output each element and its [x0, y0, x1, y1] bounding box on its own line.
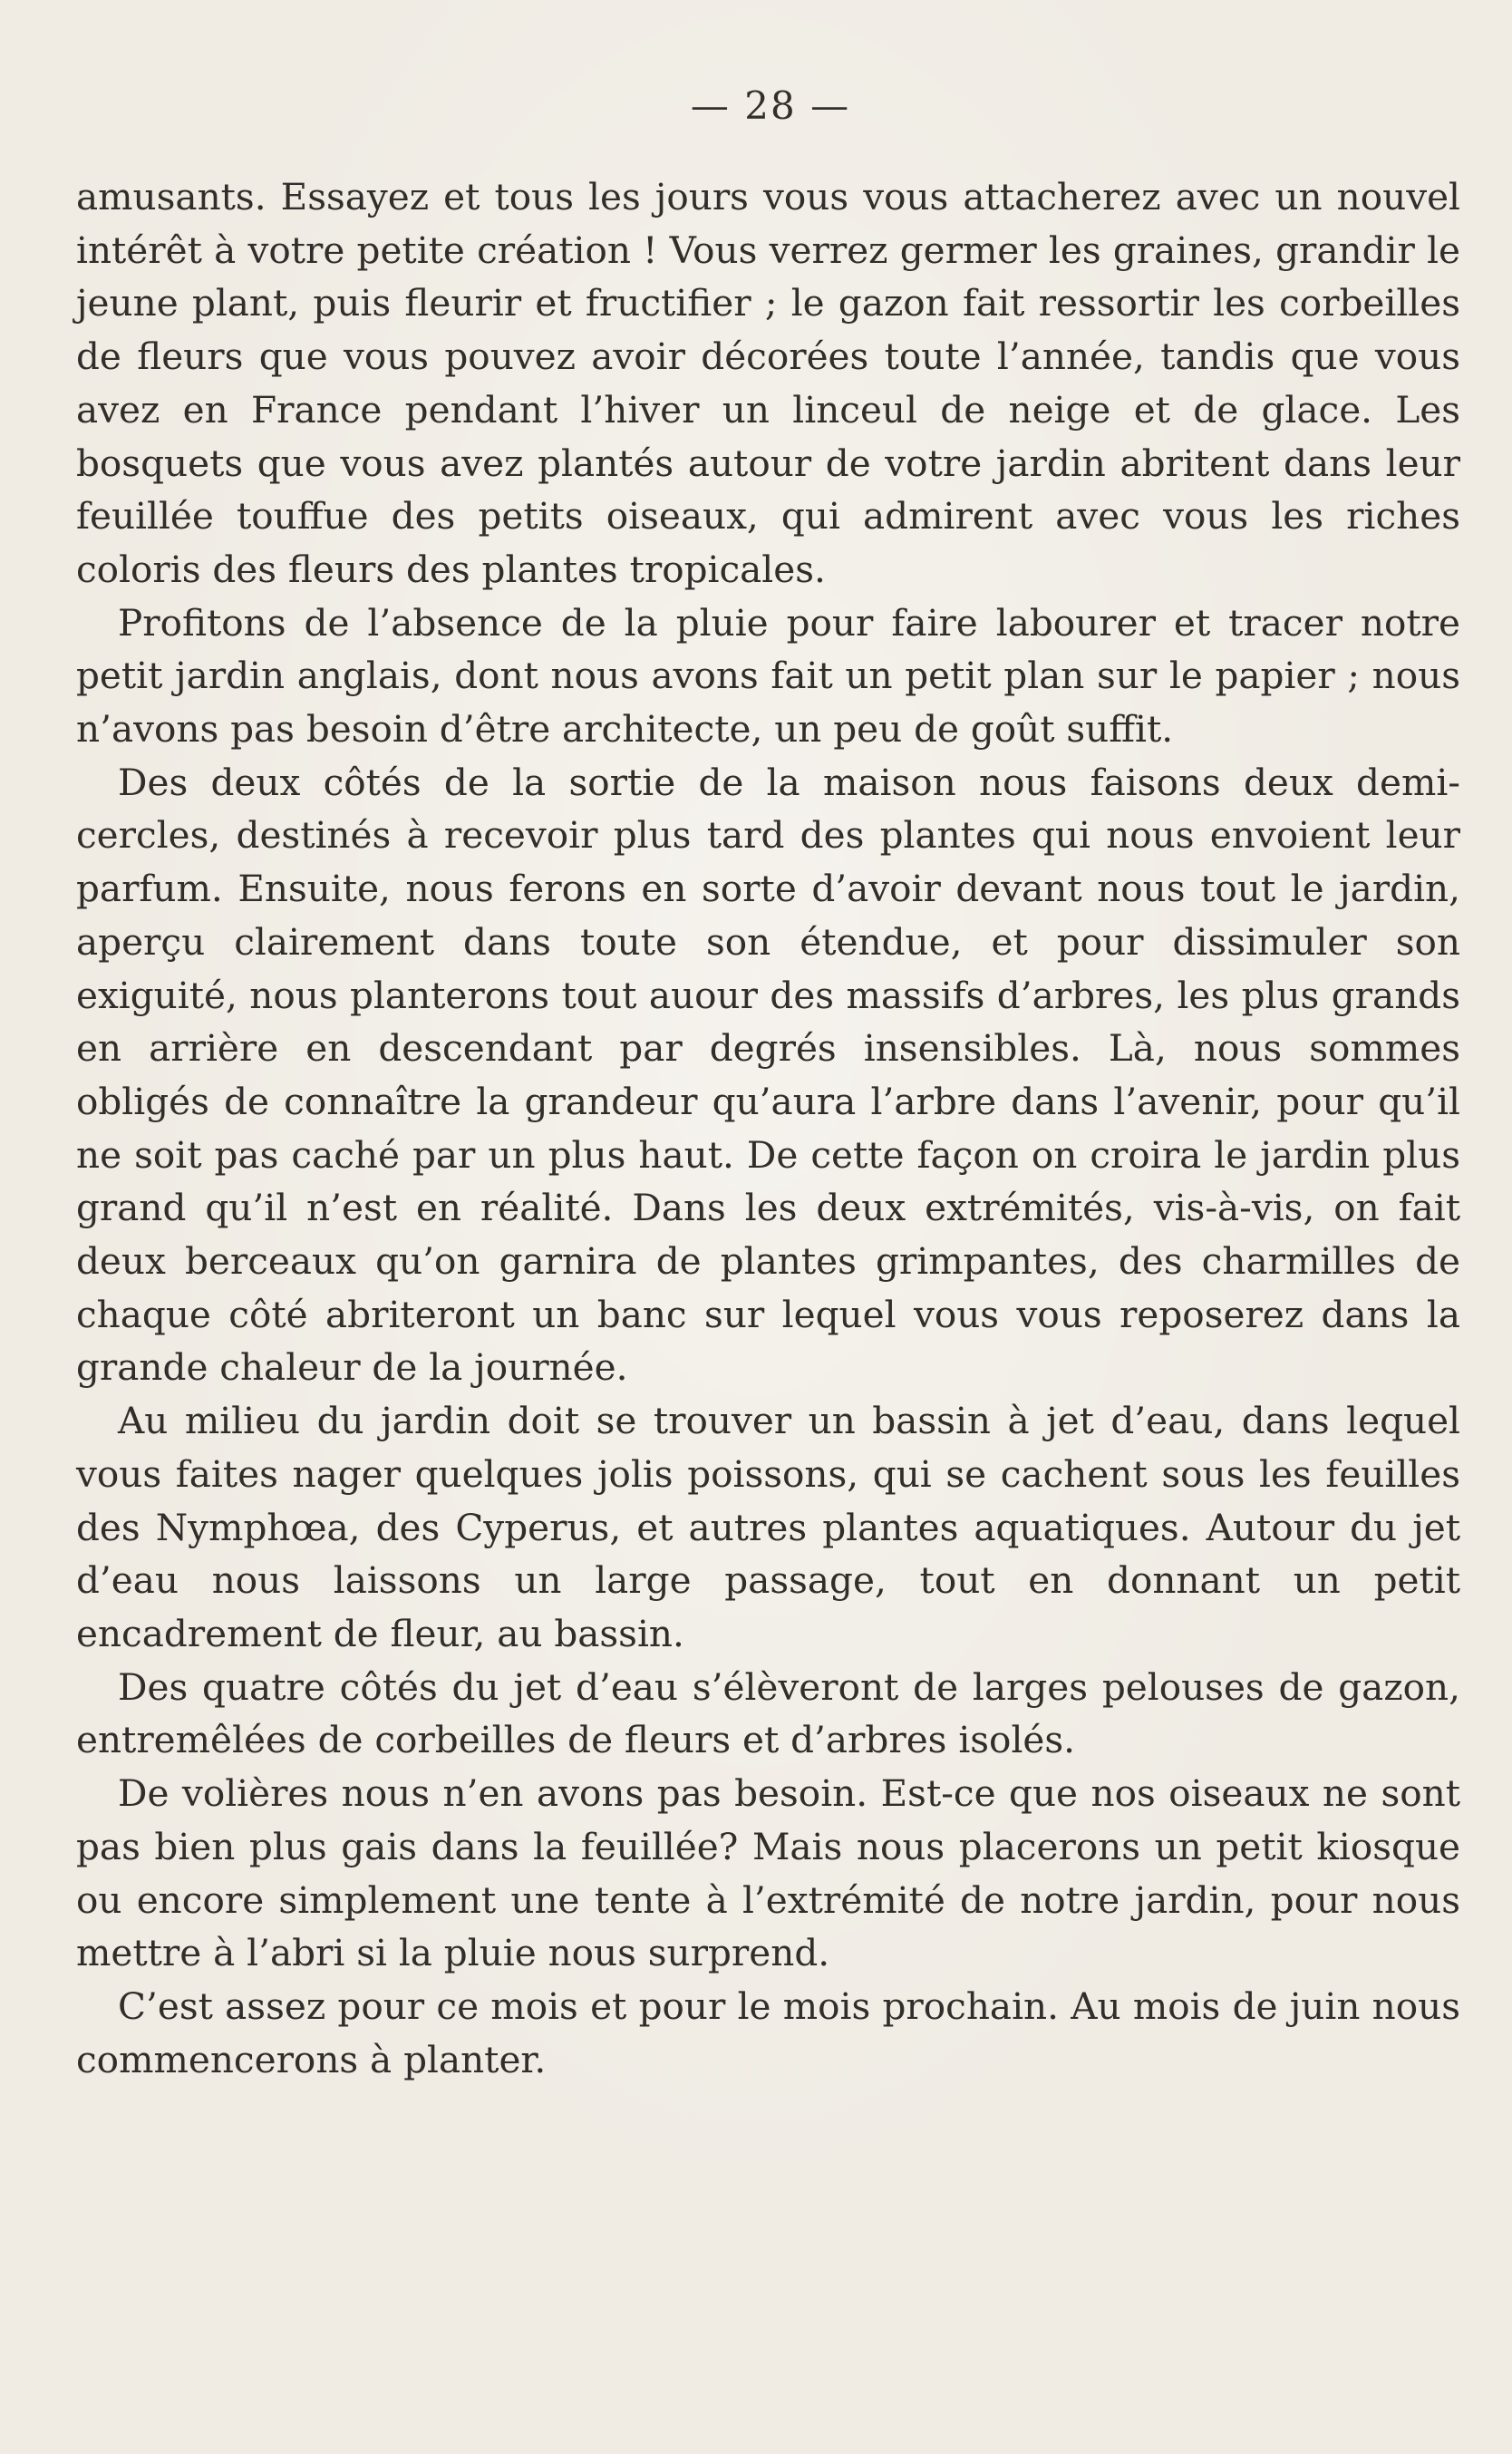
paragraph-continuation: amusants. Essayez et tous les jours vous vous attacherez avec un nouvel intérêt à votre petite création ! Vous verrez germer les graines, grandir le jeune plant, puis fleurir et fructifier ; le gazon fait ressortir les corbeilles de fleurs que vous pouvez avoir décorées toute l’année, tandis que vous avez en France pendant l’hiver un linceul de neige et de glace. Les bosquets que vous avez plantés autour de votre jardin abritent dans leur feuillée touffue des petits oiseaux, qui admirent avec vous les riches coloris des fleurs des plantes tropicales. [76, 175, 1460, 591]
body-text [76, 170, 1460, 2086]
paragraph-closing: C’est assez pour ce mois et pour le mois prochain. Au mois de juin nous commencerons à planter. [76, 1984, 1460, 2081]
paragraph-lawns: Des quatre côtés du jet d’eau s’élèveront de larges pelouses de gazon, entremêlées de corbeilles de fleurs et d’arbres isolés. [76, 1664, 1460, 1762]
paragraph-aviaries: De volières nous n’en avons pas besoin. Est-ce que nos oiseaux ne sont pas bien plus gais dans la feuillée? Mais nous placerons un petit kiosque ou encore simplement une tente à l’extrémité de notre jardin, pour nous mettre à l’abri si la pluie nous surprend. [76, 1771, 1460, 1975]
paragraph-layout: Des deux côtés de la sortie de la maison nous faisons deux demi-cercles, destinés à recevoir plus tard des plantes qui nous envoient leur parfum. Ensuite, nous ferons en sorte d’avoir devant nous tout le jardin, aperçu clairement dans toute son étendue, et pour dissimuler son exiguité, nous planterons tout auour des massifs d’arbres, les plus grands en arrière en descendant par degrés insensibles. Là, nous sommes obligés de connaître la grandeur qu’aura l’arbre dans l’avenir, pour qu’il ne soit pas caché par un plus haut. De cette façon on croira le jardin plus grand qu’il n’est en réalité. Dans les deux extrémités, vis-à-vis, on fait deux berceaux qu’on garnira de plantes grimpantes, des charmilles de chaque côté abriteront un banc sur lequel vous vous reposerez dans la grande chaleur de la journée. [76, 760, 1460, 1390]
page-number: — 28 — [690, 83, 851, 128]
paragraph-garden-plan: Profitons de l’absence de la pluie pour faire labourer et tracer notre petit jardin anglais, dont nous avons fait un petit plan sur le papier ; nous n’avons pas besoin d’être architecte, un peu de goût suffit. [76, 600, 1460, 752]
paragraph-fountain: Au milieu du jardin doit se trouver un bassin à jet d’eau, dans lequel vous faites nager quelques jolis poissons, qui se cachent sous les feuilles des Nymphœa, des Cyperus, et autres plantes aquatiques. Autour du jet d’eau nous laissons un large passage, tout en donnant un petit encadrement de fleur, au bassin. [76, 1399, 1460, 1655]
